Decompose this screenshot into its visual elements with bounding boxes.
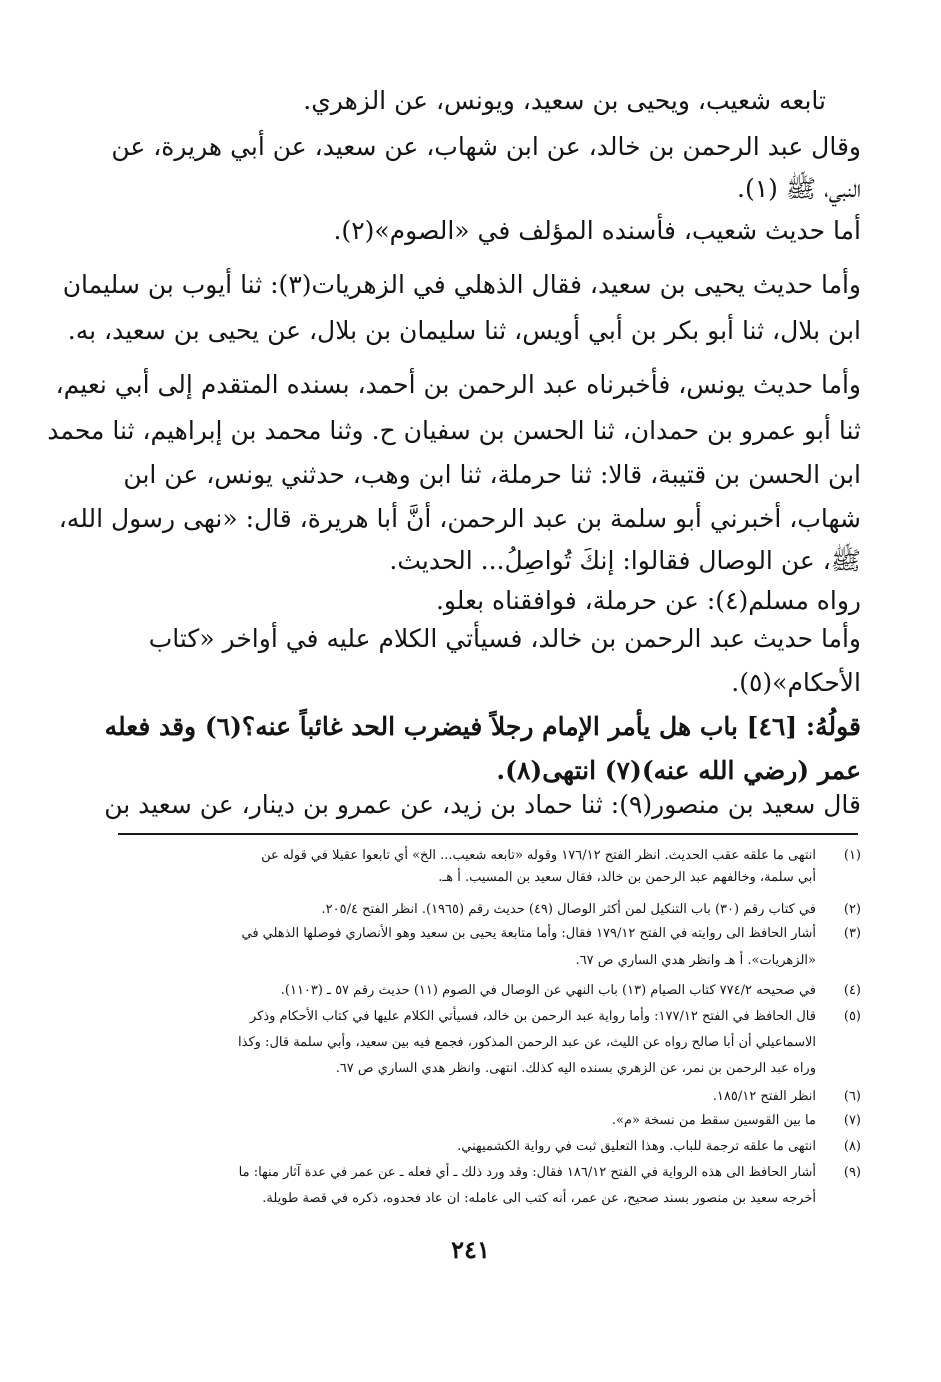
body-line: ثنا أبو عمرو بن حمدان، ثنا الحسن بن سفيان ح. وثنا محمد بن إبراهيم، ثنا محمد	[47, 416, 861, 445]
body-line: وأما حديث يحيى بن سعيد، فقال الذهلي في الزهريات(٣): ثنا أيوب بن سليمان	[62, 270, 861, 299]
body-line: قال سعيد بن منصور(٩): ثنا حماد بن زيد، عن عمرو بن دينار، عن سعيد بن	[104, 790, 861, 819]
footnote-number: (٦)	[843, 1089, 861, 1104]
body-line: وأما حديث يونس، فأخبرناه عبد الرحمن بن أحمد، بسنده المتقدم إلى أبي نعيم،	[55, 370, 861, 399]
body-line: ابن الحسن بن قتيبة، قالا: ثنا حرملة، ثنا ابن وهب، حدثني يونس، عن ابن	[123, 460, 861, 489]
footnote-separator	[118, 833, 858, 835]
body-line: ﷺ، عن الوصال فقالوا: إنكَ تُواصِلُ... الحديث.	[389, 546, 861, 575]
footnote-number: (٩)	[843, 1165, 861, 1180]
footnote-line: في صحيحه ٧٧٤/٢ كتاب الصيام (١٣) باب النهي عن الوصال في الصوم (١١) حديث رقم ٥٧ ـ (١١٠٣).	[280, 983, 816, 998]
footnote-line: وراه عبد الرحمن بن نمر، عن الزهري بسنده اليه كذلك. انتهى. وانظر هدي الساري ص ٦٧.	[335, 1061, 816, 1076]
footnote-number: (٨)	[843, 1139, 861, 1154]
section-heading-line: قولُهُ: [٤٦] باب هل يأمر الإمام رجلاً فيضرب الحد غائباً عنه؟(٦) وقد فعله	[104, 712, 861, 741]
footnote-number: (٣)	[843, 926, 861, 941]
footnote-line: انتهى ما علقه ترجمة للباب. وهذا التعليق ثبت في رواية الكشميهني.	[457, 1139, 816, 1154]
body-line: وأما حديث عبد الرحمن بن خالد، فسيأتي الكلام عليه في أواخر «كتاب	[148, 624, 861, 653]
footnote-line: الاسماعيلي أن أبا صالح رواه عن الليث، عن عبد الرحمن المذكور، فجمع فيه بين سعيد، وأبي سلمة قال: وكذا	[238, 1035, 816, 1050]
body-line: وقال عبد الرحمن بن خالد، عن ابن شهاب، عن سعيد، عن أبي هريرة، عن	[111, 132, 861, 161]
body-line: شهاب، أخبرني أبو سلمة بن عبد الرحمن، أنَّ أبا هريرة، قال: «نهى رسول الله،	[58, 504, 861, 533]
body-line: الأحكام»(٥).	[731, 668, 861, 697]
body-line: أما حديث شعيب، فأسنده المؤلف في «الصوم»(٢).	[333, 216, 861, 245]
body-line: ابن بلال، ثنا أبو بكر بن أبي أويس، ثنا سليمان بن بلال، عن يحيى بن سعيد، به.	[67, 316, 861, 345]
section-heading-line: عمر (رضي الله عنه)(٧) انتهى(٨).	[496, 756, 861, 785]
footnote-line: أشار الحافظ الى روايته في الفتح ١٧٩/١٢ فقال: وأما متابعة يحيى بن سعيد وهو الأنصاري فوصلها الذهلي في	[241, 926, 816, 941]
footnote-line: ما بين القوسين سقط من نسخة «م».	[611, 1113, 816, 1128]
footnote-number: (٥)	[843, 1009, 861, 1024]
footnote-number: (٢)	[843, 902, 861, 917]
body-line: رواه مسلم(٤): عن حرملة، فوافقناه بعلو.	[435, 586, 861, 615]
footnote-line: قال الحافظ في الفتح ١٧٧/١٢: وأما رواية عبد الرحمن بن خالد، فسيأتي الكلام عليها في كتاب الأحكام وذكر	[250, 1009, 816, 1024]
footnote-line: «الزهريات». أ هـ وانظر هدي الساري ص ٦٧.	[575, 953, 816, 968]
footnote-line: أشار الحافظ الى هذه الرواية في الفتح ١٨٦/١٢ فقال: وقد ورد ذلك ـ أي فعله ـ عن عمر في عدة آثار منها: ما	[238, 1165, 816, 1180]
body-line: تابعه شعيب، ويحيى بن سعيد، ويونس، عن الزهري.	[303, 86, 826, 115]
footnote-line: انظر الفتح ١٨٥/١٢.	[712, 1089, 816, 1104]
footnote-number: (٤)	[843, 983, 861, 998]
footnote-line: أبي سلمة، وخالفهم عبد الرحمن بن خالد، فقال سعيد بن المسيب. أ هـ.	[438, 870, 816, 885]
footnote-number: (١)	[843, 848, 861, 863]
body-line: النبي، ﷺ (١).	[737, 174, 861, 203]
footnote-line: أخرجه سعيد بن منصور بسند صحيح، عن عمر، أنه كتب الى عامله: ان عاد فحدوه، ذكره في قصة طويلة.	[262, 1191, 816, 1206]
page-number: ٢٤١	[451, 1235, 490, 1264]
footnote-line: انتهى ما علقه عقب الحديث. انظر الفتح ١٧٦/١٢ وقوله «تابعه شعيب... الخ» أي تابعوا عقيلا في قوله عن	[261, 848, 816, 863]
footnote-number: (٧)	[843, 1113, 861, 1128]
footnote-line: في كتاب رقم (٣٠) باب التنكيل لمن أكثر الوصال (٤٩) حديث رقم (١٩٦٥). انظر الفتح ٢٠٥/٤.	[321, 902, 816, 917]
